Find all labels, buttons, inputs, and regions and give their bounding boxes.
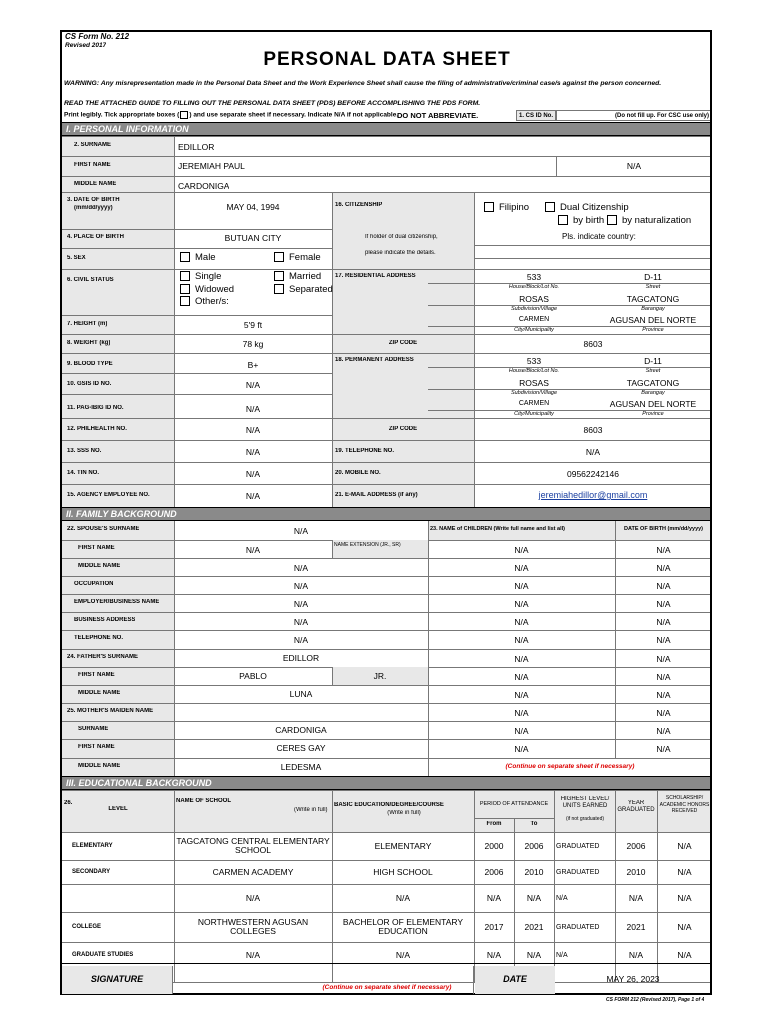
blood-type-label: 9. BLOOD TYPE	[67, 361, 113, 367]
checkbox[interactable]	[545, 202, 555, 212]
dob-value[interactable]: MAY 04, 1994	[226, 202, 280, 212]
tin-value[interactable]: N/A	[245, 469, 261, 479]
edu-course[interactable]: BACHELOR OF ELEMENTARY EDUCATION	[342, 917, 464, 936]
mother-surname-label: SURNAME	[78, 726, 109, 732]
perm-street-value[interactable]: D-11	[644, 356, 662, 366]
section-education: III. EDUCATIONAL BACKGROUND	[62, 776, 712, 790]
weight-value[interactable]: 78 kg	[242, 339, 264, 349]
citizenship-by-birth[interactable]: by birth	[558, 215, 604, 226]
checkbox[interactable]	[180, 271, 190, 281]
child-dob[interactable]: N/A	[656, 690, 671, 700]
date-label: DATE	[503, 974, 527, 984]
father-ext-value[interactable]: JR.	[373, 671, 387, 681]
perm-city-value[interactable]: CARMEN	[518, 400, 550, 407]
signature-field[interactable]	[172, 966, 474, 994]
child-dob[interactable]: N/A	[656, 744, 671, 754]
permanent-address-label: 18. PERMANENT ADDRESS	[335, 357, 414, 363]
business-address-label: BUSINESS ADDRESS	[74, 617, 136, 623]
child-name[interactable]: N/A	[514, 617, 529, 627]
res-zip-label: ZIP CODE	[388, 340, 418, 346]
edu-highest[interactable]: GRADUATED	[556, 842, 600, 850]
child-dob[interactable]: N/A	[656, 635, 671, 645]
child-name[interactable]: N/A	[514, 690, 529, 700]
res-barangay-sub: Barangay	[641, 306, 665, 312]
edu-school[interactable]: N/A	[245, 949, 261, 960]
height-label: 7. HEIGHT (m)	[67, 321, 108, 327]
res-province-sub: Province	[642, 327, 664, 333]
res-subdiv-value[interactable]: ROSAS	[519, 294, 549, 304]
edu-year[interactable]: N/A	[628, 892, 644, 903]
edu-to[interactable]: 2010	[524, 866, 544, 877]
father-first-label: FIRST NAME	[78, 672, 115, 678]
form-number: CS Form No. 212	[65, 32, 130, 41]
edu-year[interactable]: 2006	[626, 840, 646, 851]
pds-form	[60, 30, 712, 995]
telephone-label: 19. TELEPHONE NO.	[335, 448, 395, 454]
spouse-middle-value[interactable]: N/A	[293, 563, 309, 573]
edu-honors[interactable]: N/A	[677, 840, 692, 851]
occupation-label: OCCUPATION	[74, 581, 114, 587]
edu-level-header: LEVEL	[108, 806, 128, 812]
perm-city-sub: City/Municipality	[514, 411, 554, 417]
child-dob[interactable]: N/A	[656, 545, 671, 555]
gsis-value[interactable]: N/A	[245, 380, 261, 390]
checkbox[interactable]	[558, 215, 568, 225]
edu-school[interactable]: TAGCATONG CENTRAL ELEMENTARY SCHOOL	[176, 836, 330, 855]
edu-honors[interactable]: N/A	[677, 866, 692, 877]
edu-from[interactable]: N/A	[486, 892, 502, 903]
blood-type-value[interactable]: B+	[247, 360, 259, 370]
occupation-value[interactable]: N/A	[293, 581, 309, 591]
child-dob[interactable]: N/A	[656, 726, 671, 736]
res-city-sub: City/Municipality	[514, 327, 554, 333]
pob-value[interactable]: BUTUAN CITY	[224, 233, 282, 243]
civil-status-label: 6. CIVIL STATUS	[67, 277, 114, 283]
child-name[interactable]: N/A	[514, 599, 529, 609]
res-street-sub: Street	[645, 284, 661, 290]
edu-level: COLLEGE	[72, 923, 102, 930]
middlename-value[interactable]: CARDONIGA	[178, 181, 230, 191]
edu-num: 26.	[64, 800, 73, 806]
philhealth-label: 12. PHILHEALTH NO.	[67, 426, 127, 432]
family-continue-note: (Continue on separate sheet if necessary)	[505, 763, 635, 770]
checkbox[interactable]	[274, 252, 284, 262]
section-family-background: II. FAMILY BACKGROUND	[62, 507, 712, 521]
res-house-value[interactable]: 533	[526, 272, 542, 282]
perm-house-value[interactable]: 533	[526, 356, 542, 366]
civil-others[interactable]: Other/s:	[180, 296, 229, 307]
date-value[interactable]: MAY 26, 2023	[606, 974, 660, 984]
sex-female[interactable]: Female	[274, 252, 321, 263]
dual-note-2: please indicate the details.	[365, 250, 436, 256]
gsis-label: 10. GSIS ID NO.	[67, 381, 112, 387]
children-label: 23. NAME of CHILDREN (Write full name and list all)	[430, 526, 565, 532]
edu-to[interactable]: 2021	[524, 921, 544, 932]
father-middle-value[interactable]: LUNA	[289, 689, 313, 699]
warning-text: WARNING: Any misrepresentation made in the Personal Data Sheet and the Work Experience Sheet shall cause the filing of administrative/criminal case/s against the person concerned.	[64, 80, 662, 87]
child-dob[interactable]: N/A	[656, 581, 671, 591]
civil-widowed[interactable]: Widowed	[180, 284, 234, 295]
checkbox[interactable]	[274, 271, 284, 281]
tin-label: 14. TIN NO.	[67, 470, 100, 476]
perm-zip-label: ZIP CODE	[388, 426, 418, 432]
child-dob[interactable]: N/A	[656, 708, 671, 718]
edu-to[interactable]: N/A	[526, 892, 542, 903]
civil-married[interactable]: Married	[274, 271, 321, 282]
res-city-value[interactable]: CARMEN	[518, 316, 550, 323]
perm-house-sub: House/Block/Lot No.	[508, 368, 560, 374]
edu-highest[interactable]: N/A	[556, 951, 568, 959]
pagibig-label: 11. PAG-IBIG ID NO.	[67, 405, 124, 411]
mother-first-label: FIRST NAME	[78, 744, 115, 750]
residential-address-label: 17. RESIDENTIAL ADDRESS	[335, 273, 416, 279]
child-name[interactable]: N/A	[514, 726, 529, 736]
edu-course[interactable]: N/A	[395, 949, 411, 960]
res-barangay-value[interactable]: TAGCATONG	[626, 294, 680, 304]
surname-value[interactable]: EDILLOR	[178, 142, 215, 152]
weight-label: 8. WEIGHT (kg)	[67, 340, 111, 346]
edu-from-header: From	[486, 821, 502, 827]
dual-note-1: If holder of dual citizenship,	[365, 234, 438, 240]
child-dob[interactable]: N/A	[656, 599, 671, 609]
checkbox[interactable]	[180, 252, 190, 262]
legibly-note: Print legibly. Tick appropriate boxes ( ) and use separate sheet if necessary. Indicate N/A if not applicable.	[64, 111, 399, 119]
spouse-surname-value[interactable]: N/A	[293, 526, 309, 536]
perm-subdiv-sub: Subdivision/Village	[510, 390, 558, 396]
perm-barangay-sub: Barangay	[641, 390, 665, 396]
res-street-value[interactable]: D-11	[644, 272, 662, 282]
res-zip-value[interactable]: 8603	[583, 339, 603, 349]
edu-honors[interactable]: N/A	[677, 892, 692, 903]
mother-first-value[interactable]: CERES GAY	[276, 743, 326, 753]
email-value[interactable]: jeremiahedillor@gmail.com	[538, 490, 648, 500]
pob-label: 4. PLACE OF BIRTH	[67, 234, 125, 240]
edu-level: ELEMENTARY	[72, 842, 113, 849]
height-value[interactable]: 5'9 ft	[243, 320, 263, 330]
edu-year[interactable]: N/A	[628, 949, 644, 960]
checkbox[interactable]	[274, 284, 284, 294]
dob-label: 3. DATE OF BIRTH	[67, 197, 120, 203]
do-not-abbreviate: DO NOT ABBREVIATE.	[397, 111, 479, 120]
edu-school[interactable]: N/A	[245, 892, 261, 903]
edu-highest-header: HIGHEST LEVEL/ UNITS EARNED	[560, 796, 610, 809]
res-subdiv-sub: Subdivision/Village	[510, 306, 558, 312]
business-address-value[interactable]: N/A	[293, 617, 309, 627]
child-name[interactable]: N/A	[514, 672, 529, 682]
surname-label: 2. SURNAME	[74, 142, 112, 148]
perm-province-sub: Province	[642, 411, 664, 417]
perm-zip-value[interactable]: 8603	[583, 425, 603, 435]
child-dob[interactable]: N/A	[656, 672, 671, 682]
middlename-label: MIDDLE NAME	[74, 181, 117, 187]
mother-surname-value[interactable]: CARDONIGA	[275, 725, 327, 735]
spouse-first-label: FIRST NAME	[78, 545, 115, 551]
citizenship-country-label: Pls. indicate country:	[562, 232, 636, 241]
signature-label: SIGNATURE	[90, 974, 144, 984]
agency-label: 15. AGENCY EMPLOYEE NO.	[67, 492, 150, 498]
edu-honors-header: SCHOLARSHIP/ ACADEMIC HONORS RECEIVED	[659, 795, 710, 814]
guide-text: READ THE ATTACHED GUIDE TO FILLING OUT THE PERSONAL DATA SHEET (PDS) BEFORE ACCOMPLISHING THE PDS FORM.	[64, 100, 481, 107]
name-extension-value[interactable]: N/A	[626, 161, 642, 171]
child-dob[interactable]: N/A	[656, 617, 671, 627]
mother-middle-value[interactable]: LEDESMA	[280, 762, 322, 772]
spouse-tel-label: TELEPHONE NO.	[74, 635, 124, 641]
child-dob-label: DATE OF BIRTH (mm/dd/yyyy)	[623, 526, 704, 532]
edu-school-note: (Write in full)	[294, 807, 328, 813]
res-house-sub: House/Block/Lot No.	[508, 284, 560, 290]
checkbox[interactable]	[484, 202, 494, 212]
sex-male[interactable]: Male	[180, 252, 216, 263]
edu-course[interactable]: N/A	[395, 892, 411, 903]
citizenship-filipino[interactable]: Filipino	[484, 202, 529, 213]
mobile-label: 20. MOBILE NO.	[335, 470, 381, 476]
citizenship-label: 16. CITIZENSHIP	[335, 202, 383, 208]
sss-label: 13. SSS NO.	[67, 448, 102, 454]
checkbox[interactable]	[180, 284, 190, 294]
sex-label: 5. SEX	[67, 255, 86, 261]
spouse-middle-label: MIDDLE NAME	[78, 563, 121, 569]
philhealth-value[interactable]: N/A	[245, 425, 261, 435]
perm-barangay-value[interactable]: TAGCATONG	[626, 378, 680, 388]
telephone-value[interactable]: N/A	[585, 447, 601, 457]
edu-from[interactable]: 2000	[484, 840, 504, 851]
edu-to[interactable]: 2006	[524, 840, 544, 851]
edu-year-header: YEAR GRADUATED	[617, 800, 655, 813]
edu-from[interactable]: 2006	[484, 866, 504, 877]
csc-use-only: (Do not fill up. For CSC use only)	[556, 110, 712, 121]
edu-level: SECONDARY	[72, 868, 111, 875]
civil-separated[interactable]: Separated	[274, 284, 333, 295]
edu-course-note: (Write in full)	[387, 810, 421, 816]
edu-honors[interactable]: N/A	[677, 921, 692, 932]
child-name[interactable]: N/A	[514, 581, 529, 591]
child-dob[interactable]: N/A	[656, 563, 671, 573]
edu-course-header: BASIC EDUCATION/DEGREE/COURSE	[334, 802, 444, 808]
mobile-value[interactable]: 09562242146	[566, 469, 619, 479]
edu-to[interactable]: N/A	[526, 949, 542, 960]
child-name[interactable]: N/A	[514, 563, 529, 573]
mother-maiden-label: 25. MOTHER'S MAIDEN NAME	[67, 708, 154, 714]
spouse-ext-label: NAME EXTENSION (JR., SR)	[334, 542, 401, 548]
employer-label: EMPLOYER/BUSINESS NAME	[74, 599, 160, 605]
child-name[interactable]: N/A	[514, 744, 529, 754]
edu-school-header: NAME OF SCHOOL	[176, 798, 231, 804]
edu-year[interactable]: 2010	[626, 866, 646, 877]
perm-province-value[interactable]: AGUSAN DEL NORTE	[609, 399, 697, 409]
edu-continue-note: (Continue on separate sheet if necessary)	[322, 984, 452, 991]
civil-single[interactable]: Single	[180, 271, 221, 282]
edu-course[interactable]: HIGH SCHOOL	[373, 866, 433, 877]
edu-level: GRADUATE STUDIES	[72, 951, 134, 958]
father-first-value[interactable]: PABLO	[239, 671, 267, 681]
dob-format: (mm/dd/yyyy)	[74, 205, 113, 211]
father-surname-value[interactable]: EDILLOR	[282, 653, 320, 663]
pagibig-value[interactable]: N/A	[245, 404, 261, 414]
page-footer: CS FORM 212 (Revised 2017), Page 1 of 4	[606, 997, 705, 1003]
checkbox[interactable]	[180, 296, 190, 306]
edu-from[interactable]: 2017	[484, 921, 504, 932]
page-title: PERSONAL DATA SHEET	[263, 49, 511, 70]
edu-school[interactable]: NORTHWESTERN AGUSAN COLLEGES	[197, 917, 309, 936]
mother-middle-label: MIDDLE NAME	[78, 763, 121, 769]
sss-value[interactable]: N/A	[245, 447, 261, 457]
citizenship-by-naturalization[interactable]: by naturalization	[607, 215, 691, 226]
edu-school[interactable]: CARMEN ACADEMY	[212, 866, 294, 877]
child-dob[interactable]: N/A	[656, 654, 671, 664]
edu-from[interactable]: N/A	[486, 949, 502, 960]
child-name[interactable]: N/A	[514, 654, 529, 664]
employer-value[interactable]: N/A	[293, 599, 309, 609]
father-middle-label: MIDDLE NAME	[78, 690, 121, 696]
edu-highest[interactable]: GRADUATED	[556, 923, 600, 931]
spouse-first-value[interactable]: N/A	[245, 545, 261, 555]
edu-level	[72, 884, 172, 912]
section-personal-info: I. PERSONAL INFORMATION	[62, 122, 712, 136]
spouse-surname-label: 22. SPOUSE'S SURNAME	[67, 526, 140, 532]
tick-box-sample	[180, 111, 188, 119]
edu-highest[interactable]: N/A	[556, 894, 568, 902]
citizenship-dual[interactable]: Dual Citizenship	[545, 202, 629, 213]
child-name[interactable]: N/A	[514, 708, 529, 718]
child-name[interactable]: N/A	[514, 545, 529, 555]
edu-highest-note: (if not graduated)	[565, 816, 605, 822]
edu-to-header: To	[530, 821, 538, 827]
edu-period-header: PERIOD OF ATTENDANCE	[479, 801, 549, 807]
dual-country-field[interactable]	[474, 245, 712, 259]
cs-id-label: 1. CS ID No.	[516, 110, 556, 121]
firstname-value[interactable]: JEREMIAH PAUL	[178, 161, 245, 171]
checkbox[interactable]	[607, 215, 617, 225]
form-revised: Revised 2017	[65, 42, 107, 49]
edu-highest[interactable]: GRADUATED	[556, 868, 600, 876]
email-label: 21. E-MAIL ADDRESS (if any)	[335, 492, 418, 498]
perm-subdiv-value[interactable]: ROSAS	[519, 378, 549, 388]
perm-street-sub: Street	[645, 368, 661, 374]
firstname-label: FIRST NAME	[74, 162, 111, 168]
agency-value[interactable]: N/A	[245, 491, 261, 501]
edu-year[interactable]: 2021	[626, 921, 646, 932]
spouse-tel-value[interactable]: N/A	[293, 635, 309, 645]
edu-course[interactable]: ELEMENTARY	[374, 840, 432, 851]
edu-honors[interactable]: N/A	[677, 949, 692, 960]
child-name[interactable]: N/A	[514, 635, 529, 645]
res-province-value[interactable]: AGUSAN DEL NORTE	[609, 315, 697, 325]
father-surname-label: 24. FATHER'S SURNAME	[67, 654, 138, 660]
